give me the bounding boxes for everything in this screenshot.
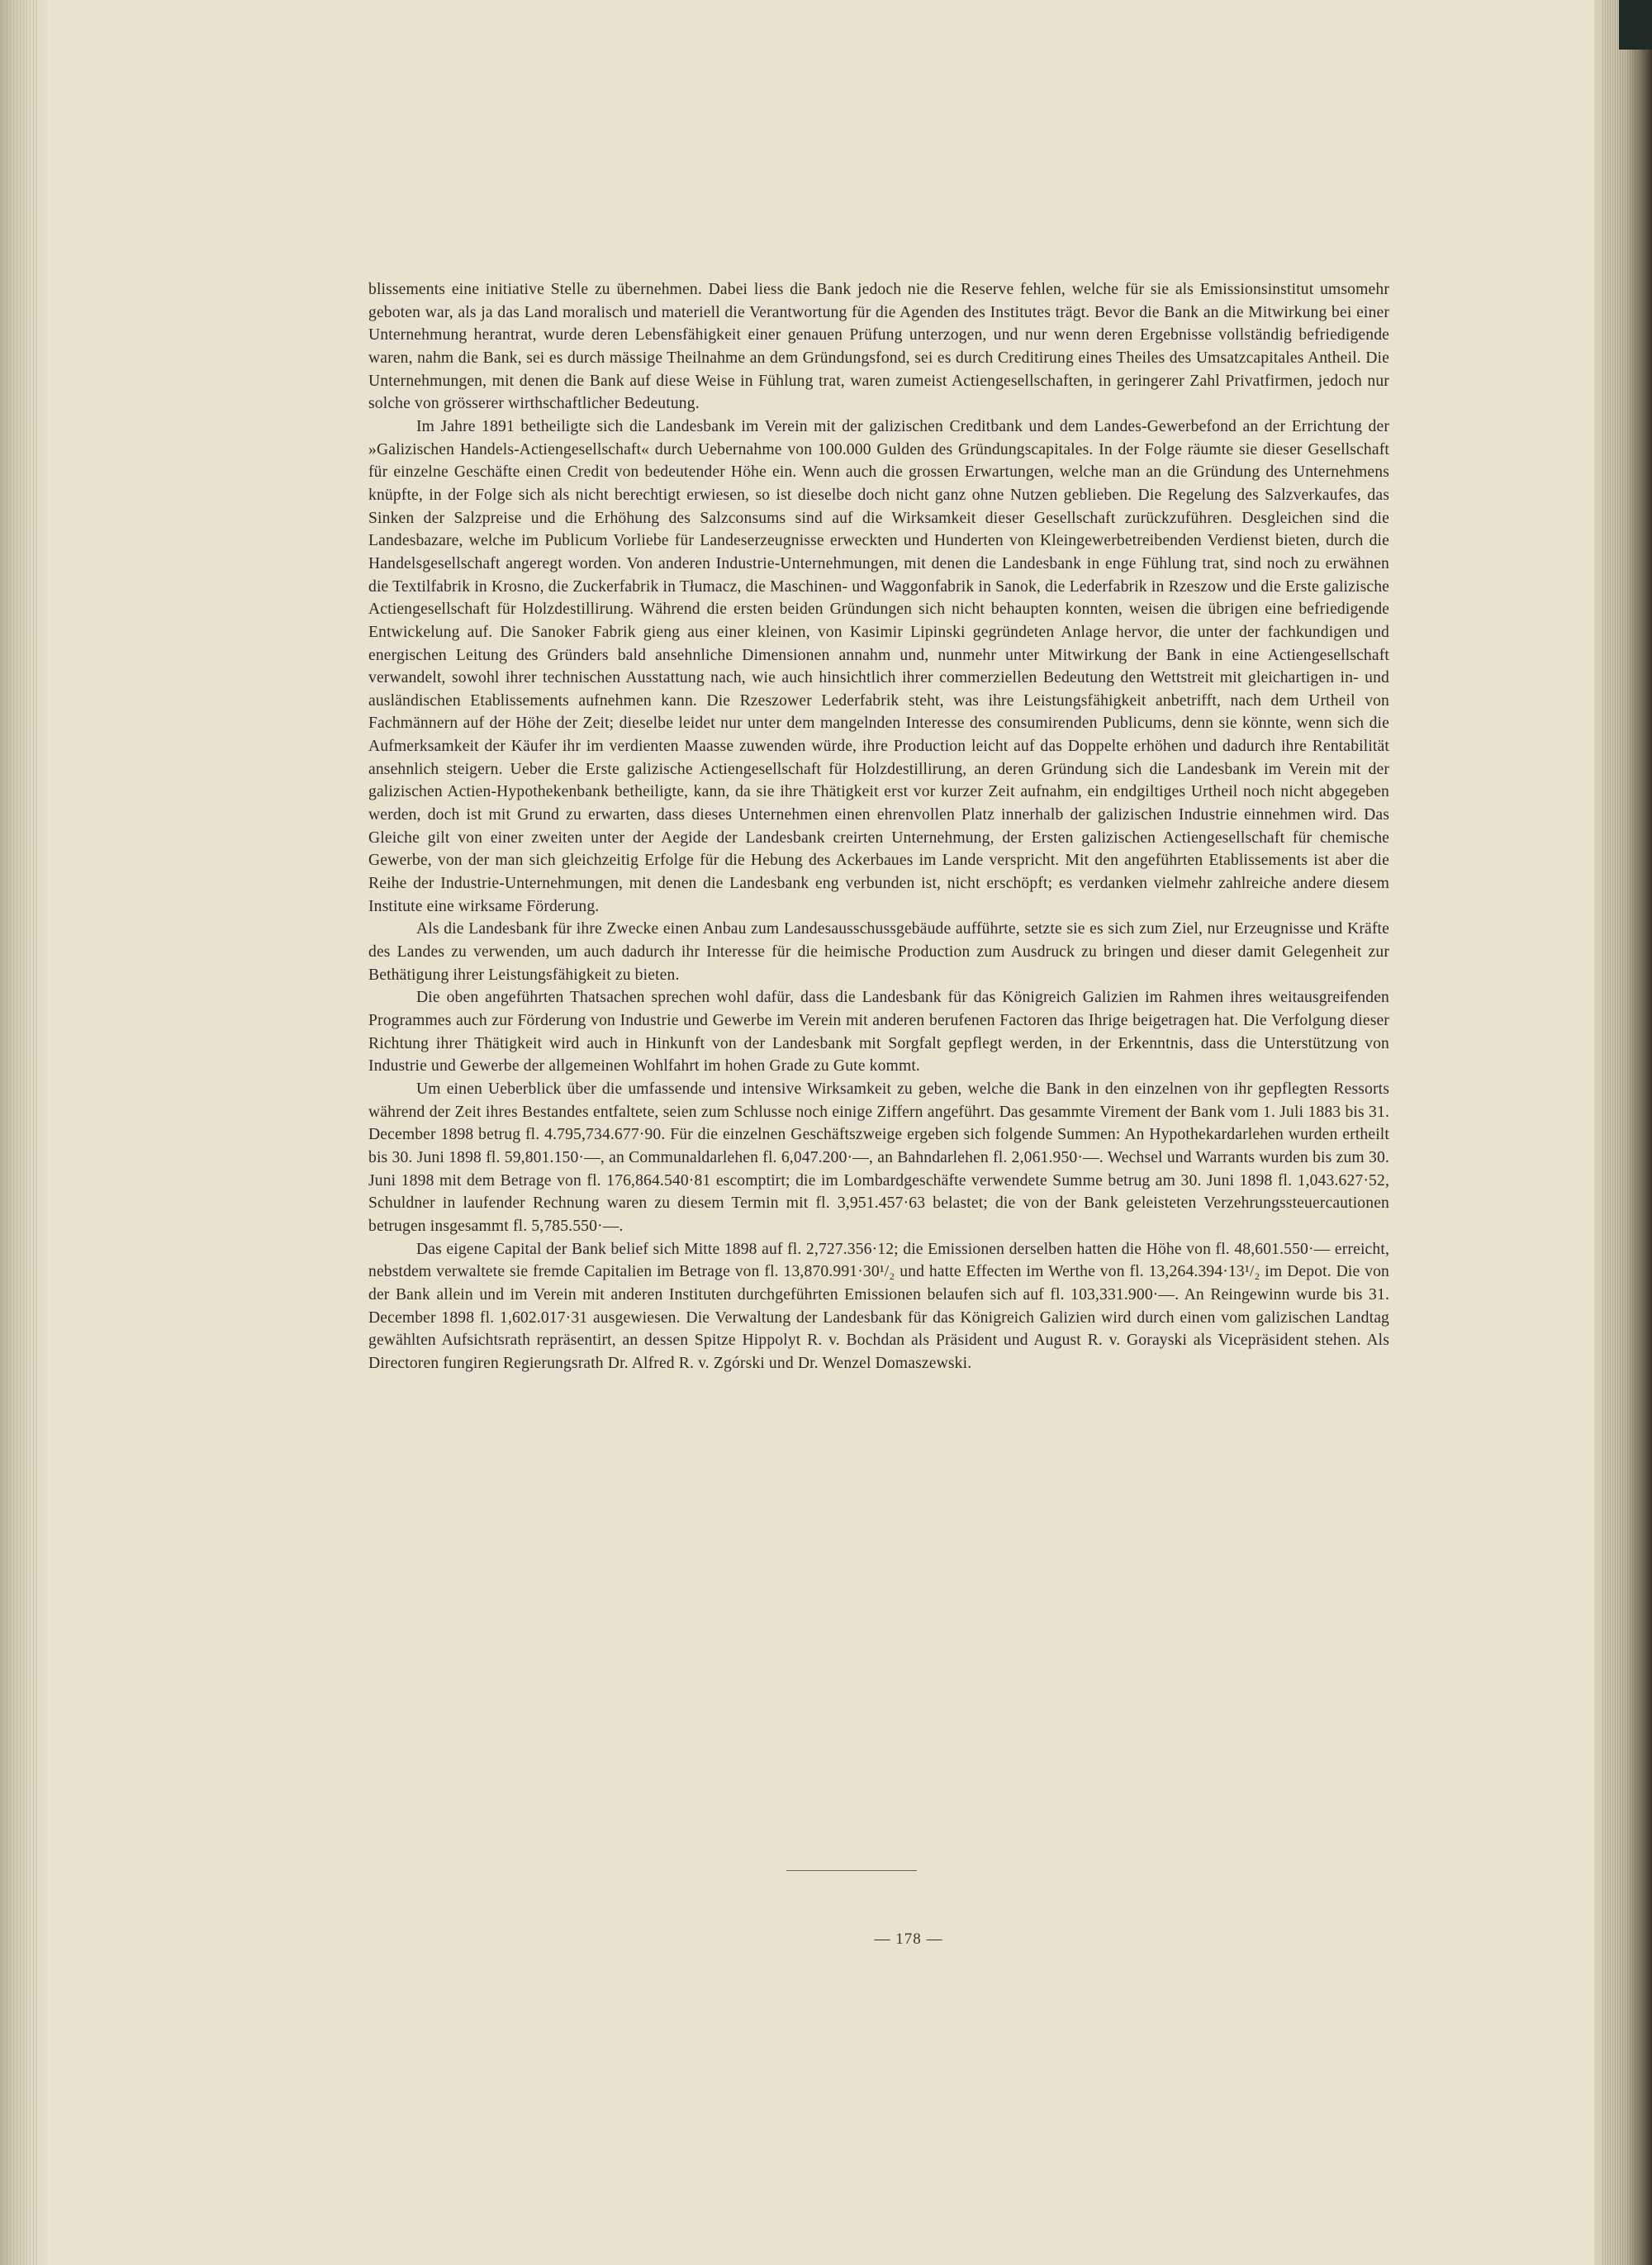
right-page-stack-lines xyxy=(1602,0,1635,2265)
book-cover-corner xyxy=(1619,0,1652,50)
body-text xyxy=(368,278,1389,1375)
paragraph-5: Um einen Ueberblick über die umfassende und intensive Wirksamkeit zu geben, welche die Bank in den einzelnen von ihr gepflegten Ressorts während der Zeit ihres Bestandes entfaltete, seien zum Schlusse noch einige Ziffern angeführt. Das gesammte Virement der Bank vom 1. Juli 1883 bis 31. December 1898 betrug fl. 4.795,734.677·90. Für die einzelnen Geschäftszweige ergeben sich folgende Summen: An Hypothekardarlehen wurden ertheilt bis 30. Juni 1898 fl. 59,801.150·—, an Communaldarlehen fl. 6,047.200·—, an Bahndarlehen fl. 2,061.950·—. Wechsel und Warrants wurden bis zum 30. Juni 1898 mit dem Betrage von fl. 176,864.540·81 escomptirt; die im Lombardgeschäfte verwendete Summe betrug am 30. Juni 1898 fl. 1,043.627·52, Schuldner in laufender Rechnung waren zu diesem Termin mit fl. 3,951.457·63 belastet; die von der Bank geleisteten Verzehrungssteuercautionen betrugen insgesammt fl. 5,785.550·—. xyxy=(368,1080,1389,1235)
paragraph-1: blissements eine initiative Stelle zu übernehmen. Dabei liess die Bank jedoch nie die Reserve fehlen, welche für sie als Emissionsinstitut umsomehr geboten war, als ja das Land moralisch und materiell die Verantwortung für die Agenden des Institutes trägt. Bevor die Bank an die Mitwirkung bei einer Unternehmung herantrat, wurde deren Lebensfähigkeit einer genauen Prüfung unterzogen, und nur wenn deren Ergebnisse vollständig befriedigende waren, nahm die Bank, sei es durch mässige Theilnahme an dem Gründungsfond, sei es durch Creditirung eines Theiles des Umsatzcapitales Antheil. Die Unternehmungen, mit denen die Bank auf diese Weise in Fühlung trat, waren zumeist Actiengesellschaften, in geringerer Zahl Privatfirmen, jedoch nur solche von grösserer wirthschaftlicher Bedeutung. xyxy=(368,281,1389,413)
paragraph-4: Die oben angeführten Thatsachen sprechen wohl dafür, dass die Landesbank für das Königreich Galizien im Rahmen ihres weitausgreifenden Programmes auch zur Förderung von Industrie und Gewerbe im Verein mit anderen berufenen Factoren das Ihrige beigetragen hat. Die Verfolgung dieser Richtung ihrer Thätigkeit wird auch in Hinkunft von der Landesbank mit Sorgfalt gepflegt werden, in der Erkenntnis, dass die Unterstützung von Industrie und Gewerbe der allgemeinen Wohlfahrt im hohen Grade zu Gute kommt. xyxy=(368,989,1389,1076)
paragraph-6: Das eigene Capital der Bank belief sich Mitte 1898 auf fl. 2,727.356·12; die Emissionen derselben hatten die Höhe von fl. 48,601.550·— erreicht, nebstdem verwaltete sie fremde Capitalien im Betrage von fl. 13,870.991·30¹/₂ und hatte Effecten im Werthe von fl. 13,264.394·13¹/₂ im Depot. Die von der Bank allein und im Verein mit anderen Instituten durchgeführten Emissionen belaufen sich auf fl. 103,331.900·—. An Reingewinn wurde bis 31. December 1898 fl. 1,602.017·31 ausgewiesen. Die Verwaltung der Landesbank für das Königreich Galizien wird durch einen vom galizischen Landtag gewählten Aufsichtsrath repräsentirt, an dessen Spitze Hippolyt R. v. Bochdan als Präsident und August R. v. Gorayski als Vicepräsident stehen. Als Directoren fungiren Regierungsrath Dr. Alfred R. v. Zgórski und Dr. Wenzel Domaszewski. xyxy=(368,1240,1389,1372)
paragraph-3: Als die Landesbank für ihre Zwecke einen Anbau zum Landesausschussgebäude aufführte, setzte sie es sich zum Ziel, nur Erzeugnisse und Kräfte des Landes zu verwenden, um auch dadurch ihr Interesse für die heimische Production zum Ausdruck zu bringen und dieser damit Gelegenheit zur Bethätigung ihrer Leistungsfähigkeit zu bieten. xyxy=(368,920,1389,984)
section-divider xyxy=(786,1870,917,1871)
page-number: — 178 — xyxy=(874,1930,943,1948)
paragraph-2: Im Jahre 1891 betheiligte sich die Landesbank im Verein mit der galizischen Creditbank und dem Landes-Gewerbefond an der Errichtung der »Galizischen Handels-Actiengesellschaft« durch Uebernahme von 100.000 Gulden des Gründungscapitales. In der Folge räumte sie dieser Gesellschaft für einzelne Geschäfte einen Credit von bedeutender Höhe ein. Wenn auch die grossen Erwartungen, welche man an die Gründung des Unternehmens knüpfte, in der Folge sich als nicht berechtigt erwiesen, so ist dieselbe doch nicht ganz ohne Nutzen geblieben. Die Regelung des Salzverkaufes, das Sinken der Salzpreise und die Erhöhung des Salzconsums sind auf die Wirksamkeit dieser Gesellschaft zurückzuführen. Desgleichen sind die Landesbazare, welche im Publicum Vorliebe für Landeserzeugnisse erweckten und Hunderten von Kleingewerbetreibenden Verdienst bieten, durch die Handelsgesellschaft angeregt worden. Von anderen Industrie-Unternehmungen, mit denen die Landesbank in enge Fühlung trat, sind noch zu erwähnen die Textilfabrik in Krosno, die Zuckerfabrik in Tłumacz, die Maschinen- und Waggonfabrik in Sanok, die Lederfabrik in Rzeszow und die Erste galizische Actiengesellschaft für Holzdestillirung. Während die ersten beiden Gründungen sich nicht behaupten konnten, weisen die übrigen eine befriedigende Entwickelung auf. Die Sanoker Fabrik gieng aus einer kleinen, von Kasimir Lipinski gegründeten Anlage hervor, die unter der fachkundigen und energischen Leitung des Gründers bald ansehnliche Dimensionen annahm und, nunmehr unter Mitwirkung der Bank in eine Actiengesellschaft verwandelt, sowohl ihrer technischen Ausstattung nach, wie auch hinsichtlich ihrer commerziellen Bedeutung den Wettstreit mit gleichartigen in- und ausländischen Etablissements aufnehmen kann. Die Rzeszower Lederfabrik steht, was ihre Leistungsfähigkeit anbetrifft, nach dem Urtheil von Fachmännern auf der Höhe der Zeit; dieselbe leidet nur unter dem mangelnden Interesse des consumirenden Publicums, denn sie könnte, wenn sich die Aufmerksamkeit der Käufer ihr im verdienten Maasse zuwenden würde, ihre Production leicht auf das Doppelte erhöhen und dadurch ihre Rentabilität ansehnlich steigern. Ueber die Erste galizische Actiengesellschaft für Holzdestillirung, an deren Gründung sich die Landesbank im Verein mit der galizischen Actien-Hypothekenbank betheiligte, kann, da sie ihre Thätigkeit erst vor kurzer Zeit aufnahm, ein endgiltiges Urtheil noch nicht abgegeben werden, doch ist mit Grund zu erwarten, dass dieses Unternehmen einen ehrenvollen Platz innerhalb der galizischen Industrie einnehmen wird. Das Gleiche gilt von einer zweiten unter der Aegide der Landesbank creirten Unternehmung, der Ersten galizischen Actiengesellschaft für chemische Gewerbe, von der man sich gleichzeitig Erfolge für die Hebung des Ackerbaues im Lande verspricht. Mit den angeführten Etablissements ist aber die Reihe der Industrie-Unternehmungen, mit denen die Landesbank eng verbunden ist, nicht erschöpft; es verdanken vielmehr zahlreiche andere diesem Institute eine wirksame Förderung. xyxy=(368,417,1389,915)
left-page-stack-lines xyxy=(7,0,40,2265)
